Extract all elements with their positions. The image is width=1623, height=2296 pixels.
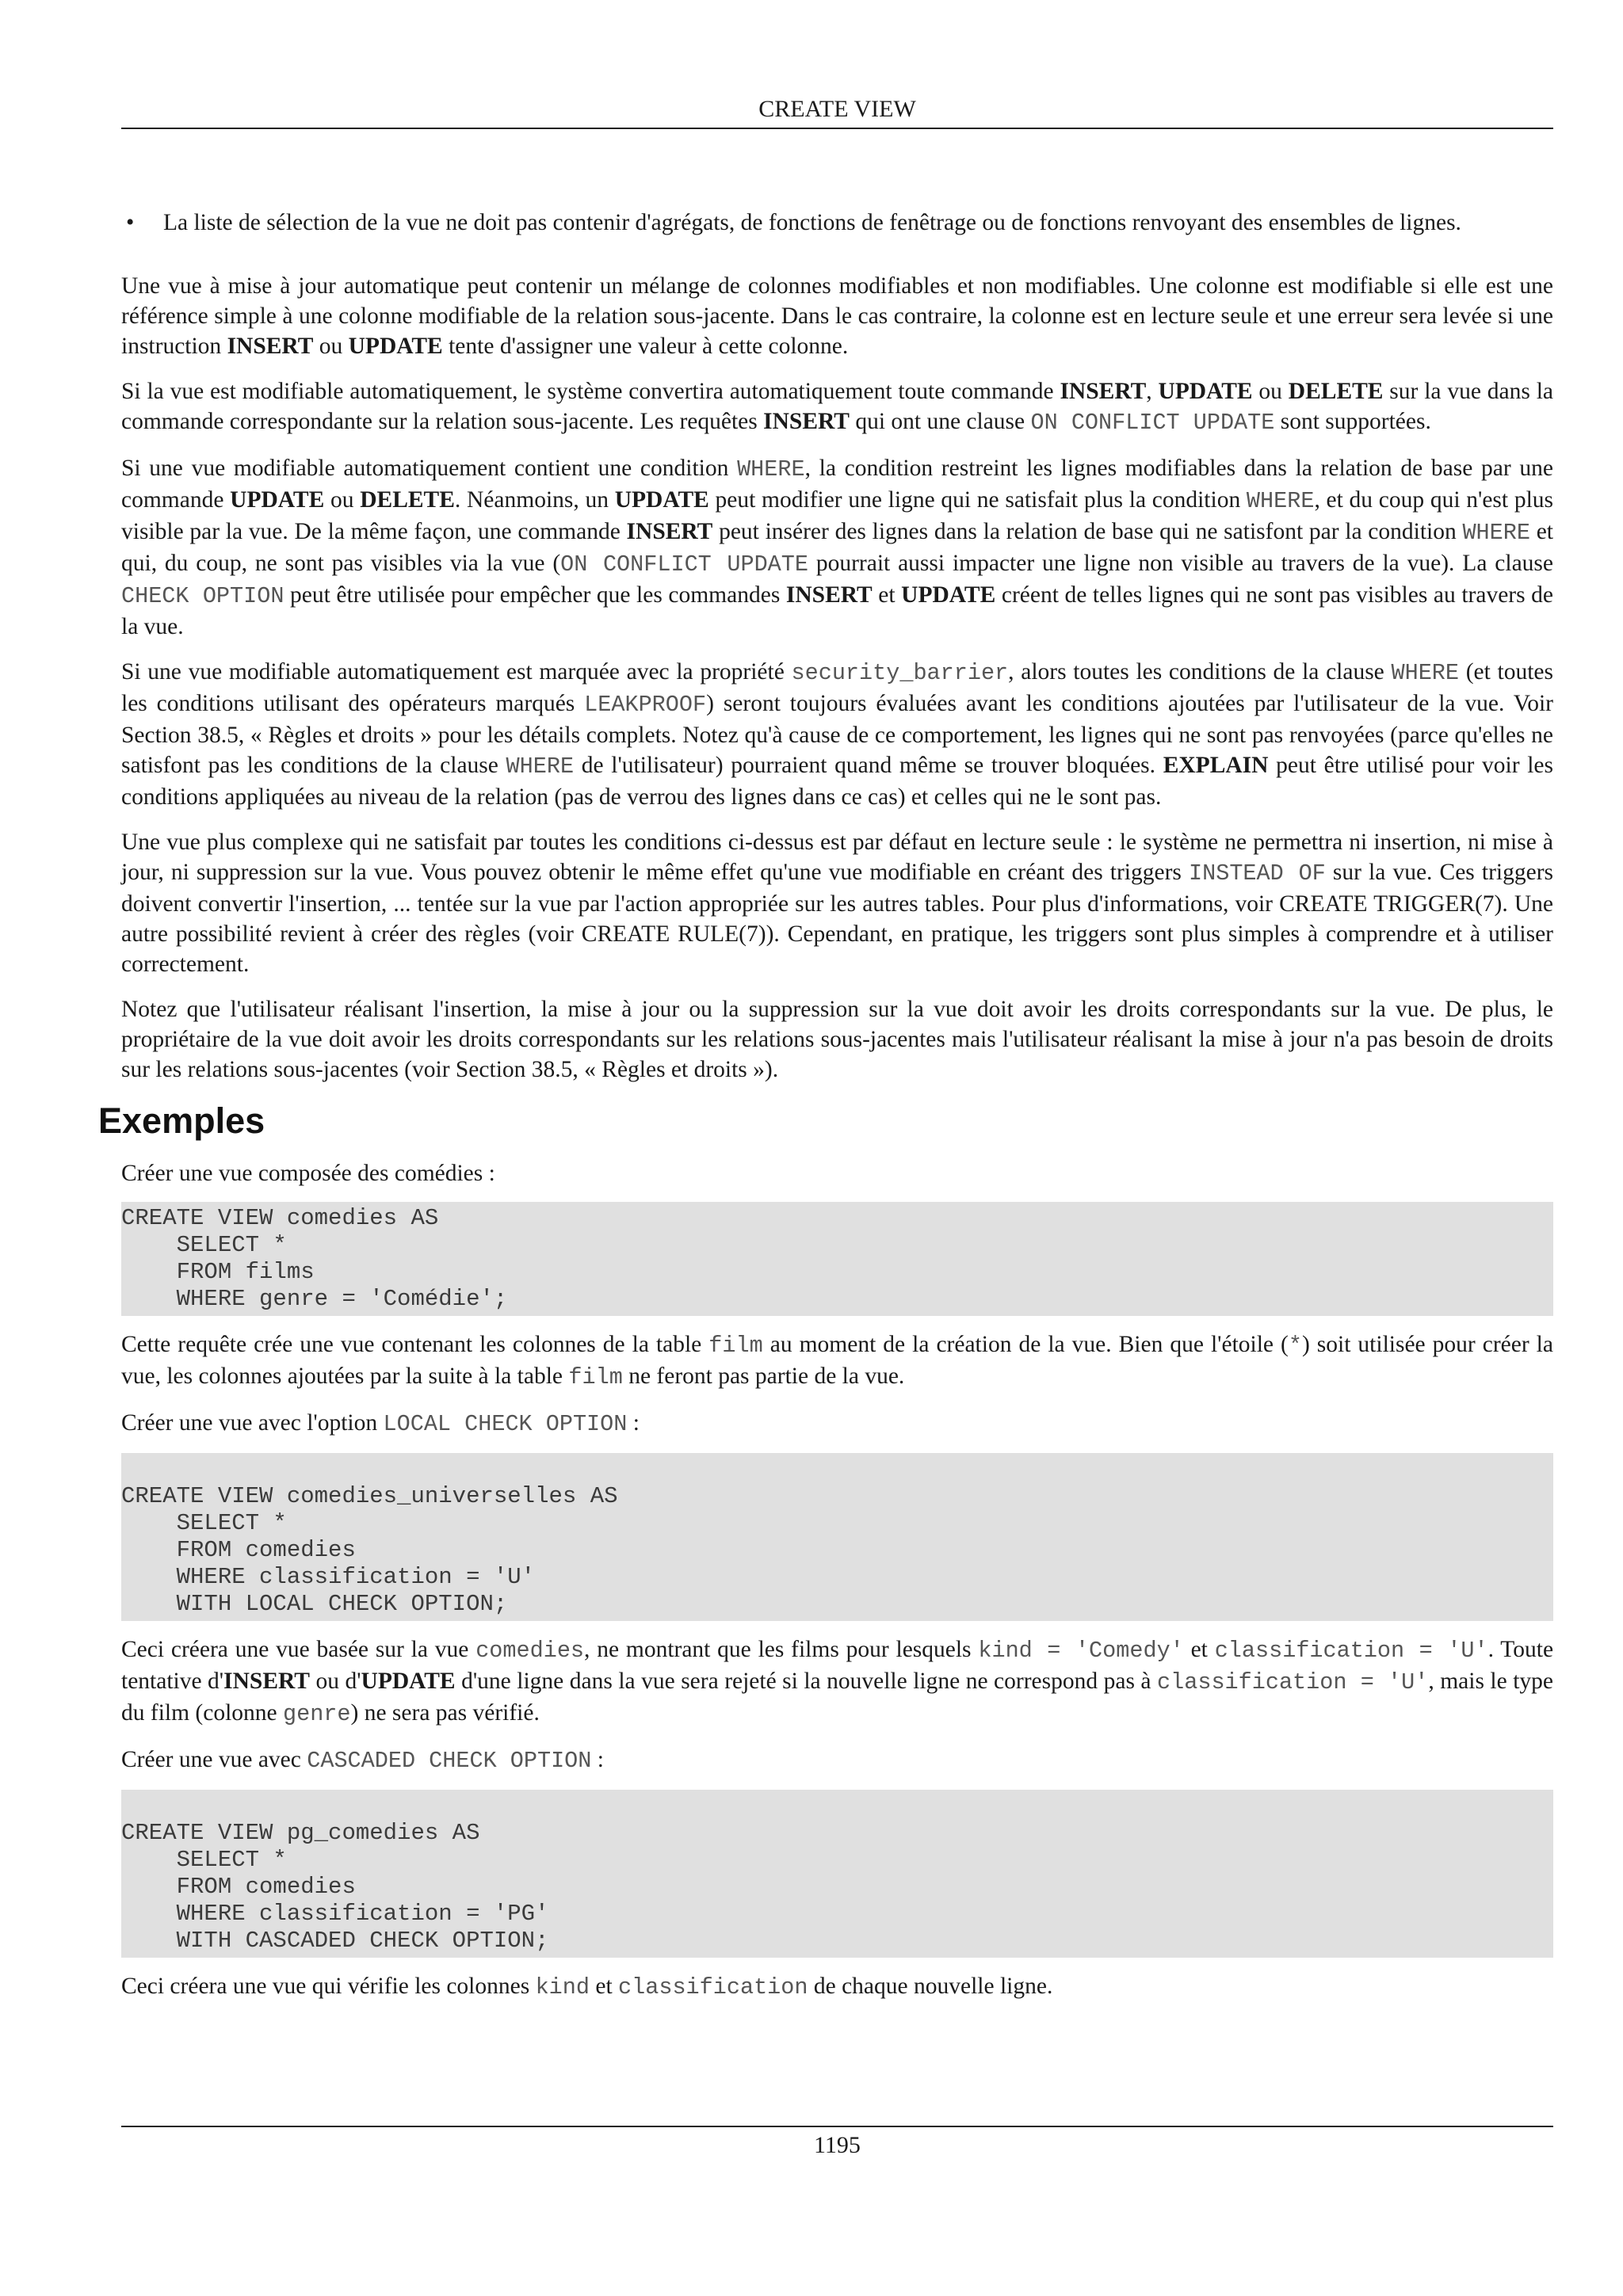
paragraph-permissions: Notez que l'utilisateur réalisant l'insertion, la mise à jour ou la suppression sur la vue doit avoir les droits correspondants sur la vue. De plus, le propriétaire de la vue doit avoir les droits correspondants sur les relations sous-jacentes mais l'utilisateur réalisant la mise à jour n'a pas besoin de droits sur les relations sous-jacentes (voir Section 38.5, « Règles et droits »).: [121, 997, 1553, 1082]
page-content: [98, 208, 1554, 2018]
paragraph-security-barrier: Si une vue modifiable automatiquement est marquée avec la propriété security_barrier, alors toutes les conditions de la clause WHERE (et toutes les conditions utilisant des opérateurs marqués LEAKPROOF) seront toujours évaluées avant les conditions ajoutées par l'utilisateur de la vue. Voir Section 38.5, « Règles et droits » pour les détails complets. Notez qu'à cause de ce comportement, les lignes qui ne sont pas renvoyées (parce qu'elles ne satisfont pas les conditions de la clause WHERE de l'utilisateur) pourraient quand même se trouver bloquées. EXPLAIN peut être utilisé pour voir les conditions appliquées au niveau de la relation (pas de verrou des lignes dans ce cas) et celles qui ne le sont pas.: [121, 659, 1553, 810]
header-rule: [121, 128, 1553, 129]
example-intro-2: Créer une vue avec l'option LOCAL CHECK OPTION :: [121, 1410, 640, 1437]
bullet-icon: •: [126, 210, 135, 235]
example-explanation-1: Cette requête crée une vue contenant les colonnes de la table film au moment de la création de la vue. Bien que l'étoile (*) soit utilisée pour créer la vue, les colonnes ajoutées par la suite à la table film ne feront pas partie de la vue.: [121, 1332, 1553, 1390]
paragraph-where-condition: Si une vue modifiable automatiquement contient une condition WHERE, la condition restreint les lignes modifiables dans la relation de base par une commande UPDATE ou DELETE. Néanmoins, un UPDATE peut modifier une ligne qui ne satisfait plus la condition WHERE, et du coup qui n'est plus visible par la vue. De la même façon, une commande INSERT peut insérer des lignes dans la relation de base qui ne satisfont par la condition WHERE et qui, du coup, ne sont pas visibles via la vue (ON CONFLICT UPDATE pourrait aussi impacter une ligne non visible au travers de la vue). La clause CHECK OPTION peut être utilisée pour empêcher que les commandes INSERT et UPDATE créent de telles lignes qui ne sont pas visibles au travers de la vue.: [121, 456, 1554, 639]
code-block-3: CREATE VIEW pg_comedies AS SELECT * FROM comedies WHERE classification = 'PG' WITH CASCADED CHECK OPTION;: [121, 1790, 1553, 1958]
example-explanation-2: Ceci créera une vue basée sur la vue comedies, ne montrant que les films pour lesquels kind = 'Comedy' et classification = 'U'. Toute tentative d'INSERT ou d'UPDATE d'une ligne dans la vue sera rejeté si la nouvelle ligne ne correspond pas à classification = 'U', mais le type du film (colonne genre) ne sera pas vérifié.: [121, 1637, 1554, 1727]
paragraph-updatable-columns: Une vue à mise à jour automatique peut contenir un mélange de colonnes modifiables et non modifiables. Une colonne est modifiable si elle est une référence simple à une colonne modifiable de la relation sous-jacente. Dans le cas contraire, la colonne est en lecture seule et une erreur sera levée si une instruction INSERT ou UPDATE tente d'assigner une valeur à cette colonne.: [121, 273, 1553, 359]
code-block-2: CREATE VIEW comedies_universelles AS SELECT * FROM comedies WHERE classification = 'U' WITH LOCAL CHECK OPTION;: [121, 1453, 1553, 1621]
running-header: CREATE VIEW: [758, 96, 916, 122]
code-block-1: CREATE VIEW comedies AS SELECT * FROM films WHERE genre = 'Comédie';: [121, 1202, 1553, 1316]
footer-rule: [121, 2126, 1553, 2127]
page-number: 1195: [814, 2132, 861, 2158]
bullet-item: [121, 208, 1553, 238]
bullet-text: La liste de sélection de la vue ne doit pas contenir d'agrégats, de fonctions de fenêtrage ou de fonctions renvoyant des ensembles de lignes.: [163, 210, 1461, 235]
example-explanation-3: Ceci créera une vue qui vérifie les colonnes kind et classification de chaque nouvelle ligne.: [121, 1974, 1053, 2000]
example-intro-3: Créer une vue avec CASCADED CHECK OPTION :: [121, 1747, 604, 1774]
paragraph-complex-view: Une vue plus complexe qui ne satisfait par toutes les conditions ci-dessus est par défaut en lecture seule : le système ne permettra ni insertion, ni mise à jour, ni suppression sur la vue. Vous pouvez obtenir le même effet qu'une vue modifiable en créant des triggers INSTEAD OF sur la vue. Ces triggers doivent convertir l'insertion, ... tentée sur la vue par l'action appropriée sur les autres tables. Pour plus d'informations, voir CREATE TRIGGER(7). Une autre possibilité revient à créer des règles (voir CREATE RULE(7)). Cependant, en pratique, les triggers sont plus simples à comprendre et à utiliser correctement.: [121, 830, 1553, 977]
paragraph-automatic-conversion: Si la vue est modifiable automatiquement, le système convertira automatiquement toute commande INSERT, UPDATE ou DELETE sur la vue dans la commande correspondante sur la relation sous-jacente. Les requêtes INSERT qui ont une clause ON CONFLICT UPDATE sont supportées.: [121, 379, 1553, 436]
section-heading-examples: Exemples: [98, 1100, 265, 1141]
example-intro-1: Créer une vue composée des comédies :: [121, 1161, 495, 1186]
